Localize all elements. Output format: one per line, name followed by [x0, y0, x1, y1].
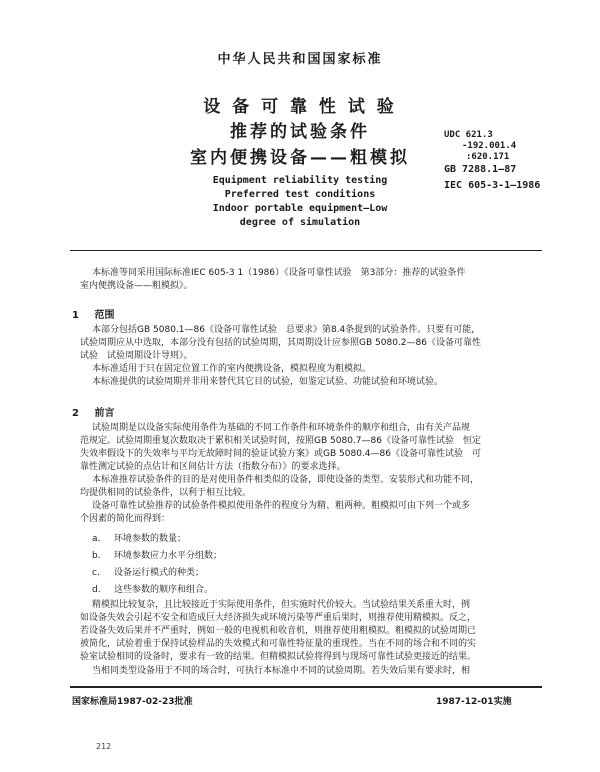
- list-item-b: [92, 548, 222, 561]
- s2-line-5: 本标准推荐试验条件的目的是对使用条件相类似的设备，即使设备的类型、安装形式和功能不同，: [92, 475, 480, 485]
- list-item-d: [92, 582, 213, 595]
- s2-cont-line-1: 精模拟比较复杂，且比较接近于实际使用条件，但实施时代价较大。当试验结果关系重大时，例: [92, 600, 471, 610]
- list-text: 设备运行模式的种类；: [114, 568, 205, 578]
- s2-cont-line-6: 当相同类型设备用于不同的场合时，可执行本标准中不同的试验周期。若失效后果有要求时，相: [92, 666, 471, 676]
- effective-date: 1987-12-01实施: [436, 697, 512, 707]
- s1-line-2: 试验周期应从中选取，本部分没有包括的试验周期，其周期设计应参照GB 5080.2—86《设备可靠性: [80, 338, 481, 348]
- page-number: 212: [96, 742, 112, 751]
- s2-cont-line-2: 如设备失效会引起不安全和造成巨大经济损失或环境污染等严重后果时，则推荐使用精模拟。反之，: [80, 613, 477, 623]
- section-1-number: 1: [72, 310, 79, 321]
- list-label: d.: [92, 585, 101, 595]
- list-item-c: [92, 565, 204, 578]
- title-en-line-4: degree of simulation: [239, 217, 361, 228]
- list-label: b.: [92, 551, 101, 561]
- udc-code: UDC 621.3: [444, 130, 493, 140]
- s1-line-3: 试验 试验周期设计导则》。: [80, 351, 193, 361]
- gb-code: GB 7288.1—87: [444, 164, 517, 175]
- s2-line-4: 靠性测定试验的点估计和区间估计方法（指数分布）》的要求选择。: [80, 462, 346, 472]
- s1-line-5: 本标准提供的试验周期并非用来替代其它目的试验，如鉴定试验、功能试验和环境试验。: [92, 377, 444, 387]
- header-divider: [70, 250, 542, 251]
- title-en-line-2: Preferred test conditions: [224, 189, 376, 200]
- approval-date: 国家标准局1987-02-23批准: [72, 697, 193, 707]
- intro-line-2: 室内便携设备——粗模拟》。: [80, 281, 193, 291]
- title-cn-line-1: 设 备 可 靠 性 试 验: [203, 97, 397, 117]
- s1-line-1: 本部分包括GB 5080.1—86《设备可靠性试验 总要求》第8.4条提到的试验条件。只要有可能，: [92, 325, 481, 335]
- udc-code-line-2: -192.001.4: [462, 141, 517, 151]
- s2-line-6: 均提供相同的试验条件，以利于相互比较。: [80, 488, 252, 498]
- s2-cont-line-3: 若设备失效后果并不严重时，例如一般的电视机和收音机，则推荐使用粗模拟。粗模拟的试验周期已: [80, 626, 477, 636]
- s2-line-7: 设备可靠性试验推荐的试验条件模拟使用条件的程度分为精、粗两种。粗模拟可由下列一个或多: [92, 501, 471, 511]
- list-text: 这些参数的顺序和组合。: [114, 585, 214, 595]
- title-en-line-1: Equipment reliability testing: [212, 175, 388, 186]
- s1-line-4: 本标准适用于只在固定位置工作的室内便携设备，模拟程度为粗模拟。: [92, 364, 372, 374]
- section-2-heading: [72, 404, 114, 419]
- iec-code: IEC 605-3-1—1986: [444, 180, 541, 191]
- section-1-heading: [72, 306, 114, 321]
- udc-code-line-3: :620.171: [466, 152, 510, 162]
- s2-line-1: 试验周期是以设备实际使用条件为基础的不同工作条件和环境条件的顺序和组合，由有关产品规: [92, 423, 471, 433]
- list-text: 环境参数的数量；: [114, 534, 187, 544]
- section-2-title: 前言: [94, 408, 115, 419]
- s2-cont-line-4: 被简化，试验着重于保持试验样品的失效模式和可靠性特征量的重现性。当在不同的场合和不同的实: [80, 639, 477, 649]
- list-item-a: [92, 531, 186, 544]
- title-cn-line-2: 推荐的试验条件: [230, 122, 370, 142]
- section-1-title: 范围: [94, 310, 115, 321]
- s2-line-3: 失效率假设下的失效率与平均无故障时间的验证试验方案》或GB 5080.4—86《设备可靠性试验 可: [80, 449, 481, 459]
- s2-line-8: 个因素的简化而得到：: [80, 514, 171, 524]
- footer-divider: [70, 686, 542, 688]
- section-2-number: 2: [72, 408, 79, 419]
- standard-body-header: 中华人民共和国国家标准: [217, 52, 383, 67]
- list-text: 环境参数应力水平分组数；: [114, 551, 223, 561]
- intro-line-1: 本标准等同采用国际标准IEC 605-3 1（1986）《设备可靠性试验 第3部分：推荐的试验条件: [92, 268, 466, 278]
- title-en-line-3: Indoor portable equipment—Low: [212, 203, 388, 214]
- list-label: c.: [92, 568, 100, 578]
- s2-cont-line-5: 验室试验相同的设备时，要求有一致的结果。但精模拟试验将得到与现场可靠性试验更接近的结果。: [80, 652, 477, 662]
- s2-line-2: 范规定。试验周期重复次数取决于累积相关试验时间，按照GB 5080.7—86《设备可靠性试验 恒定: [80, 436, 481, 446]
- list-label: a.: [92, 534, 101, 544]
- title-cn-line-3: 室内便携设备——粗模拟: [190, 148, 410, 168]
